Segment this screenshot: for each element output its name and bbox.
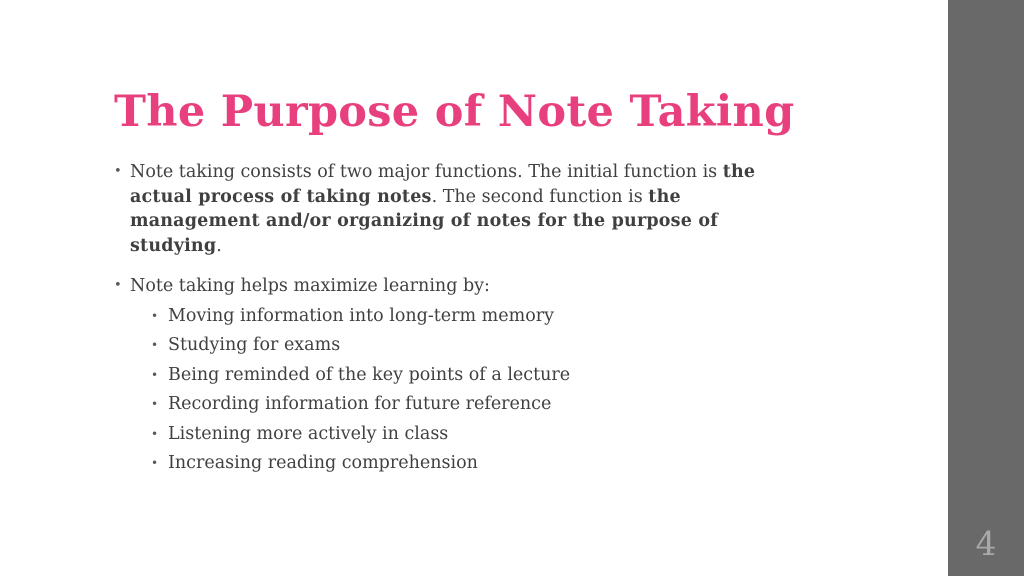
bullet-text [130, 162, 755, 256]
sub-bullet-item [151, 451, 794, 481]
bullet-icon: • [114, 164, 122, 179]
bold-text-run: the actual process of taking notes [130, 162, 756, 207]
sub-bullet-item [151, 392, 794, 422]
sub-bullet-text: Increasing reading comprehension [168, 453, 478, 474]
bold-text-run: the management and/or organizing of notes for the purpose of studying [130, 186, 718, 256]
text-run: Note taking consists of two major functions. The initial function is [130, 162, 723, 182]
bullet-icon: • [151, 338, 159, 353]
sub-bullet-text: Listening more actively in class [168, 423, 449, 444]
sub-bullet-text: Moving information into long-term memory [168, 305, 555, 326]
bullet-text: Note taking helps maximize learning by: [130, 276, 490, 296]
sub-bullet-text: Being reminded of the key points of a lecture [168, 364, 571, 385]
bullet-icon: • [151, 367, 159, 382]
sub-bullet-item [151, 333, 794, 363]
bullet-item [114, 274, 794, 481]
sub-bullet-text: Studying for exams [168, 335, 341, 356]
bullet-icon: • [151, 426, 159, 441]
side-bar [948, 0, 1024, 576]
slide-number: 4 [975, 524, 997, 563]
bullet-item [114, 160, 794, 258]
sub-bullet-item [151, 304, 794, 334]
text-run: . [216, 235, 222, 256]
bullet-icon: • [151, 397, 159, 412]
slide-content [114, 160, 794, 481]
sub-bullet-item [151, 363, 794, 393]
slide-title: The Purpose of Note Taking [114, 87, 795, 137]
sub-bullet-text: Recording information for future reference [168, 394, 552, 415]
sub-bullet-list [130, 304, 794, 482]
bullet-icon: • [151, 456, 159, 471]
bullet-icon: • [151, 308, 159, 323]
bullet-icon: • [114, 278, 122, 293]
sub-bullet-item [151, 422, 794, 452]
text-run: . The second function is [431, 186, 649, 207]
